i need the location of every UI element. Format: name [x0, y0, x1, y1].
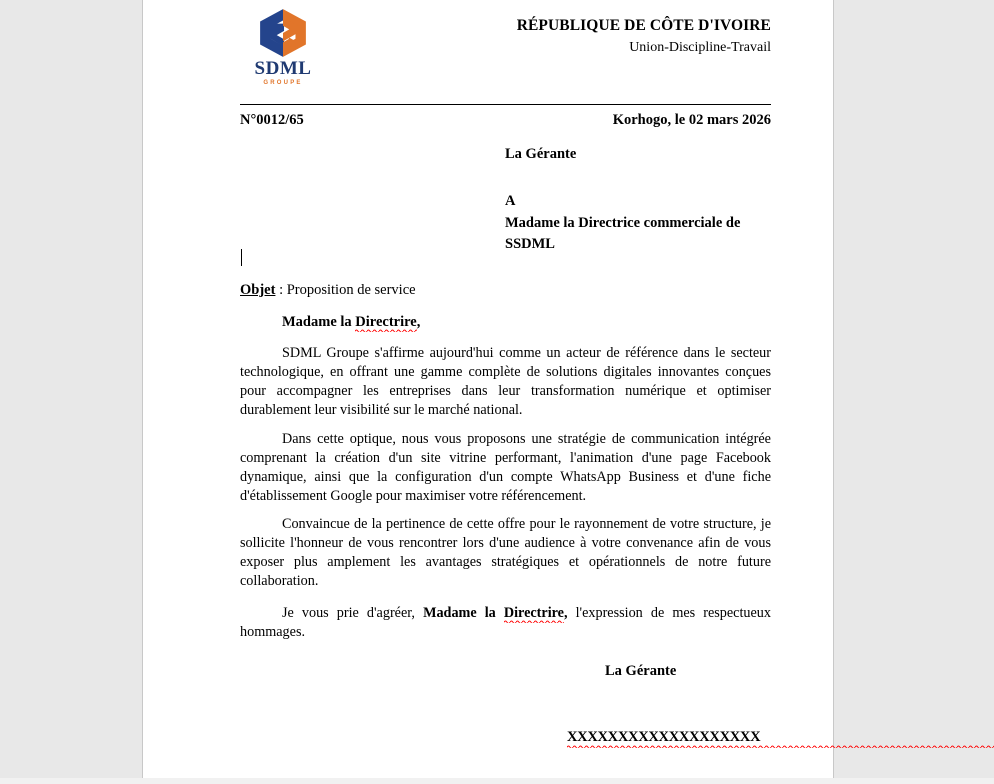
sdml-logo-tagline: GROUPE	[263, 80, 303, 86]
recipient-block	[505, 191, 755, 256]
subject-label: Objet	[240, 282, 276, 298]
body-paragraph-2: Dans cette optique, nous vous proposons une stratégie de communication intégrée comprenant la création d'un site vitrine performant, l'animation d'une page Facebook dynamique, ainsi que la configuration d'un compte WhatsApp Business et d'une fiche d'établissement Google pour maximiser votre référencement.	[240, 431, 771, 505]
place-and-date: Korhogo, le 02 mars 2026	[612, 112, 771, 128]
closing-misspelled-word: Directrire	[503, 605, 564, 621]
recipient-to-label: A	[505, 193, 516, 209]
viewer-bottom-strip	[0, 778, 994, 784]
sender-title: La Gérante	[505, 146, 577, 162]
recipient-line-1: Madame la Directrice commerciale de	[505, 214, 741, 231]
reference-row	[240, 111, 771, 129]
closing-bold-prefix: Madame la	[423, 605, 504, 621]
header-divider	[240, 104, 771, 105]
signature-title: La Gérante	[605, 663, 677, 679]
recipient-line-2: SSDML	[505, 236, 555, 252]
republic-motto: Union-Discipline-Travail	[629, 40, 771, 55]
subject-value: Proposition de service	[286, 282, 416, 298]
subject-line	[240, 281, 416, 299]
letterhead-header	[240, 6, 771, 94]
closing-bold-suffix: ,	[563, 605, 568, 621]
text-cursor-caret	[241, 249, 242, 266]
salutation-line	[282, 313, 420, 331]
body-paragraph-3: Convaincue de la pertinence de cette offre pour le rayonnement de votre structure, je sollicite l'honneur de vous rencontrer lors d'une audience à votre convenance afin de vous exposer plus amplement les avantages stratégiques et opérationnels de notre future collaboration.	[240, 516, 771, 590]
sdml-logo-wordmark: SDML	[254, 58, 312, 79]
salutation-suffix: ,	[416, 314, 421, 330]
closing-paragraph	[240, 604, 771, 642]
page-content-area	[240, 0, 771, 778]
subject-separator: :	[275, 282, 287, 298]
sdml-logo-mark-icon	[257, 8, 309, 58]
closing-part-2: l'expression de mes respectueux hommages.	[240, 605, 771, 641]
signature-name-placeholder: XXXXXXXXXXXXXXXXXXX	[567, 728, 994, 748]
salutation-misspelled-word: Directrire	[355, 314, 417, 330]
sdml-logo	[250, 8, 316, 88]
salutation-prefix: Madame la	[282, 314, 356, 330]
body-paragraph-1: SDML Groupe s'affirme aujourd'hui comme un acteur de référence dans le secteur technologique, en offrant une gamme complète de solutions digitales innovantes conçues pour accompagner les entreprises dans leur transformation numérique et optimiser durablement leur visibilité sur le marché national.	[240, 345, 771, 419]
republic-title: RÉPUBLIQUE DE CÔTE D'IVOIRE	[516, 17, 771, 34]
reference-number: N°0012/65	[240, 112, 304, 128]
closing-part-1: Je vous prie d'agréer,	[282, 605, 424, 621]
document-page[interactable]	[142, 0, 834, 778]
republic-heading	[517, 16, 771, 58]
